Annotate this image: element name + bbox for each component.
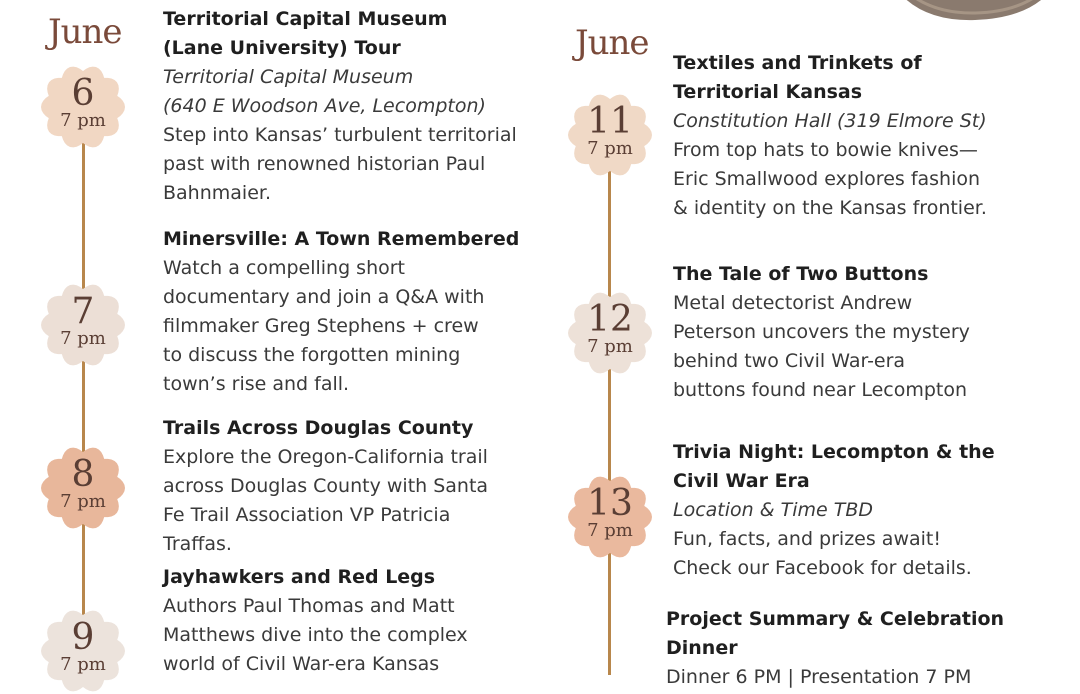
event-title: Civil War Era <box>673 470 810 492</box>
date-badge-7 <box>40 282 126 368</box>
date-badge-8 <box>40 445 126 531</box>
date-badge-13 <box>567 474 653 560</box>
event-location: Constitution Hall (319 Elmore St) <box>673 110 987 132</box>
event-jayhawkers <box>163 563 563 679</box>
date-time: 7 pm <box>60 328 106 349</box>
event-title: Trivia Night: Lecompton & the <box>673 441 995 463</box>
right-timeline-line <box>608 170 611 675</box>
event-title: Territorial Kansas <box>673 81 863 103</box>
event-territorial-capital-museum <box>163 5 563 208</box>
event-description: From top hats to bowie knives— <box>673 139 978 161</box>
event-description: Step into Kansas’ turbulent territorial <box>163 124 517 146</box>
decorative-stone-image <box>885 0 1060 22</box>
event-description: town’s rise and fall. <box>163 373 350 395</box>
event-description: Traffas. <box>163 533 232 555</box>
event-location: Territorial Capital Museum <box>163 66 414 88</box>
date-day: 13 <box>587 483 633 524</box>
event-description: Eric Smallwood explores fashion <box>673 168 981 190</box>
event-two-buttons <box>673 260 1073 405</box>
event-description: Peterson uncovers the mystery <box>673 321 970 343</box>
event-location: Location & Time TBD <box>673 499 873 521</box>
event-description: Metal detectorist Andrew <box>673 292 913 314</box>
event-description: Bahnmaier. <box>163 182 271 204</box>
date-time: 7 pm <box>587 336 633 357</box>
date-time: 7 pm <box>587 520 633 541</box>
event-minersville <box>163 225 563 399</box>
event-description: Matthews dive into the complex <box>163 624 468 646</box>
event-trails-douglas-county <box>163 414 563 559</box>
date-day: 7 <box>71 291 95 332</box>
event-description: Check our Facebook for details. <box>673 557 972 579</box>
event-description: & identity on the Kansas frontier. <box>673 197 987 219</box>
event-title: (Lane University) Tour <box>163 37 401 59</box>
event-title: Trails Across Douglas County <box>163 417 474 439</box>
date-day: 6 <box>71 73 95 114</box>
event-trivia-night <box>673 438 1073 583</box>
date-day: 11 <box>587 101 633 142</box>
date-time: 7 pm <box>60 110 106 131</box>
date-badge-6 <box>40 64 126 150</box>
left-timeline-line <box>82 120 85 675</box>
event-description: filmmaker Greg Stephens + crew <box>163 315 479 337</box>
date-time: 7 pm <box>60 491 106 512</box>
event-project-summary <box>666 605 1076 692</box>
date-time: 7 pm <box>60 654 106 675</box>
event-title: Dinner <box>666 637 738 659</box>
event-description: across Douglas County with Santa <box>163 475 489 497</box>
event-description: Dinner 6 PM | Presentation 7 PM <box>666 666 972 688</box>
date-day: 8 <box>71 454 95 495</box>
right-month-label: June <box>575 23 649 63</box>
event-description: Explore the Oregon-California trail <box>163 446 488 468</box>
event-title: Textiles and Trinkets of <box>673 52 922 74</box>
event-description: Authors Paul Thomas and Matt <box>163 595 455 617</box>
event-description: behind two Civil War-era <box>673 350 906 372</box>
event-description: past with renowned historian Paul <box>163 153 486 175</box>
event-description: to discuss the forgotten mining <box>163 344 461 366</box>
date-badge-9 <box>40 608 126 694</box>
date-day: 12 <box>587 299 633 340</box>
date-badge-12 <box>567 290 653 376</box>
event-title: Jayhawkers and Red Legs <box>163 566 436 588</box>
event-description: world of Civil War-era Kansas <box>163 653 440 675</box>
event-title: The Tale of Two Buttons <box>673 263 929 285</box>
event-textiles-trinkets <box>673 49 1073 223</box>
event-description: documentary and join a Q&A with <box>163 286 485 308</box>
event-description: buttons found near Lecompton <box>673 379 968 401</box>
left-month-label: June <box>48 12 122 52</box>
event-location: (640 E Woodson Ave, Lecompton) <box>163 95 486 117</box>
event-title: Territorial Capital Museum <box>163 8 448 30</box>
date-day: 9 <box>71 617 95 658</box>
date-time: 7 pm <box>587 138 633 159</box>
event-title: Minersville: A Town Remembered <box>163 228 520 250</box>
event-title: Project Summary & Celebration <box>666 608 1005 630</box>
event-description: Fe Trail Association VP Patricia <box>163 504 451 526</box>
event-description: Fun, facts, and prizes await! <box>673 528 941 550</box>
event-description: Watch a compelling short <box>163 257 406 279</box>
date-badge-11 <box>567 92 653 178</box>
